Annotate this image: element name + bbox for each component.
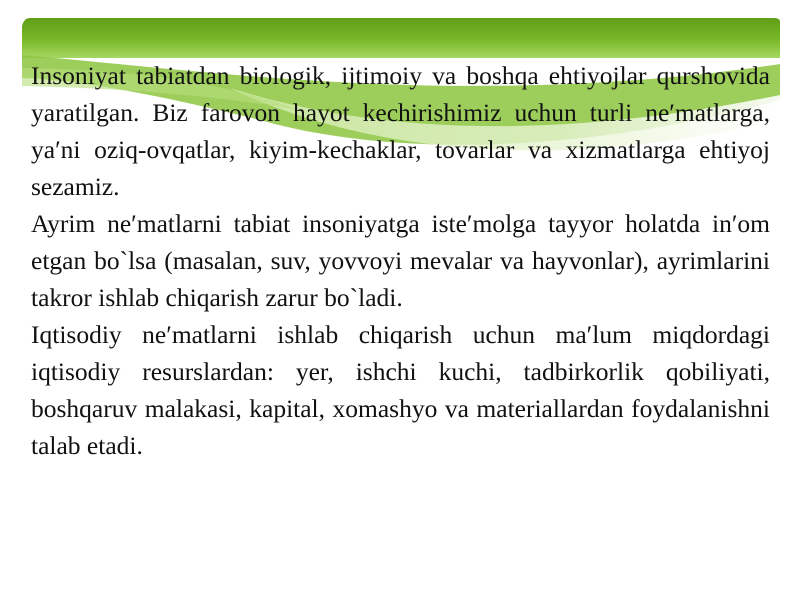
paragraph-natural-goods: Ayrim ne′matlarni tabiat insoniyatga iste′molga tayyor holatda in′om etgan bo`lsa (masalan, suv, yovvoyi mevalar va hayvonlar), ayrimlarini takror ishlab chiqarish zarur bo`ladi. [31,209,770,312]
paragraph-economic-resources: Iqtisodiy ne′matlarni ishlab chiqarish uchun ma′lum miqdordagi iqtisodiy resurslardan: yer, ishchi kuchi, tadbirkorlik qobiliyati, boshqaruv malakasi, kapital, xomashyo va materiallardan foydalanishni talab etadi. [31,320,770,460]
slide-body-text [31,57,770,464]
paragraph-needs: Insoniyat tabiatdan biologik, ijtimoiy va boshqa ehtiyojlar qurshovida yaratilgan. Biz farovon hayot kechirishimiz uchun turli ne′matlarga, ya′ni oziq-ovqatlar, kiyim-kechaklar, tovarlar va xizmatlarga ehtiyoj sezamiz. [31,61,770,201]
